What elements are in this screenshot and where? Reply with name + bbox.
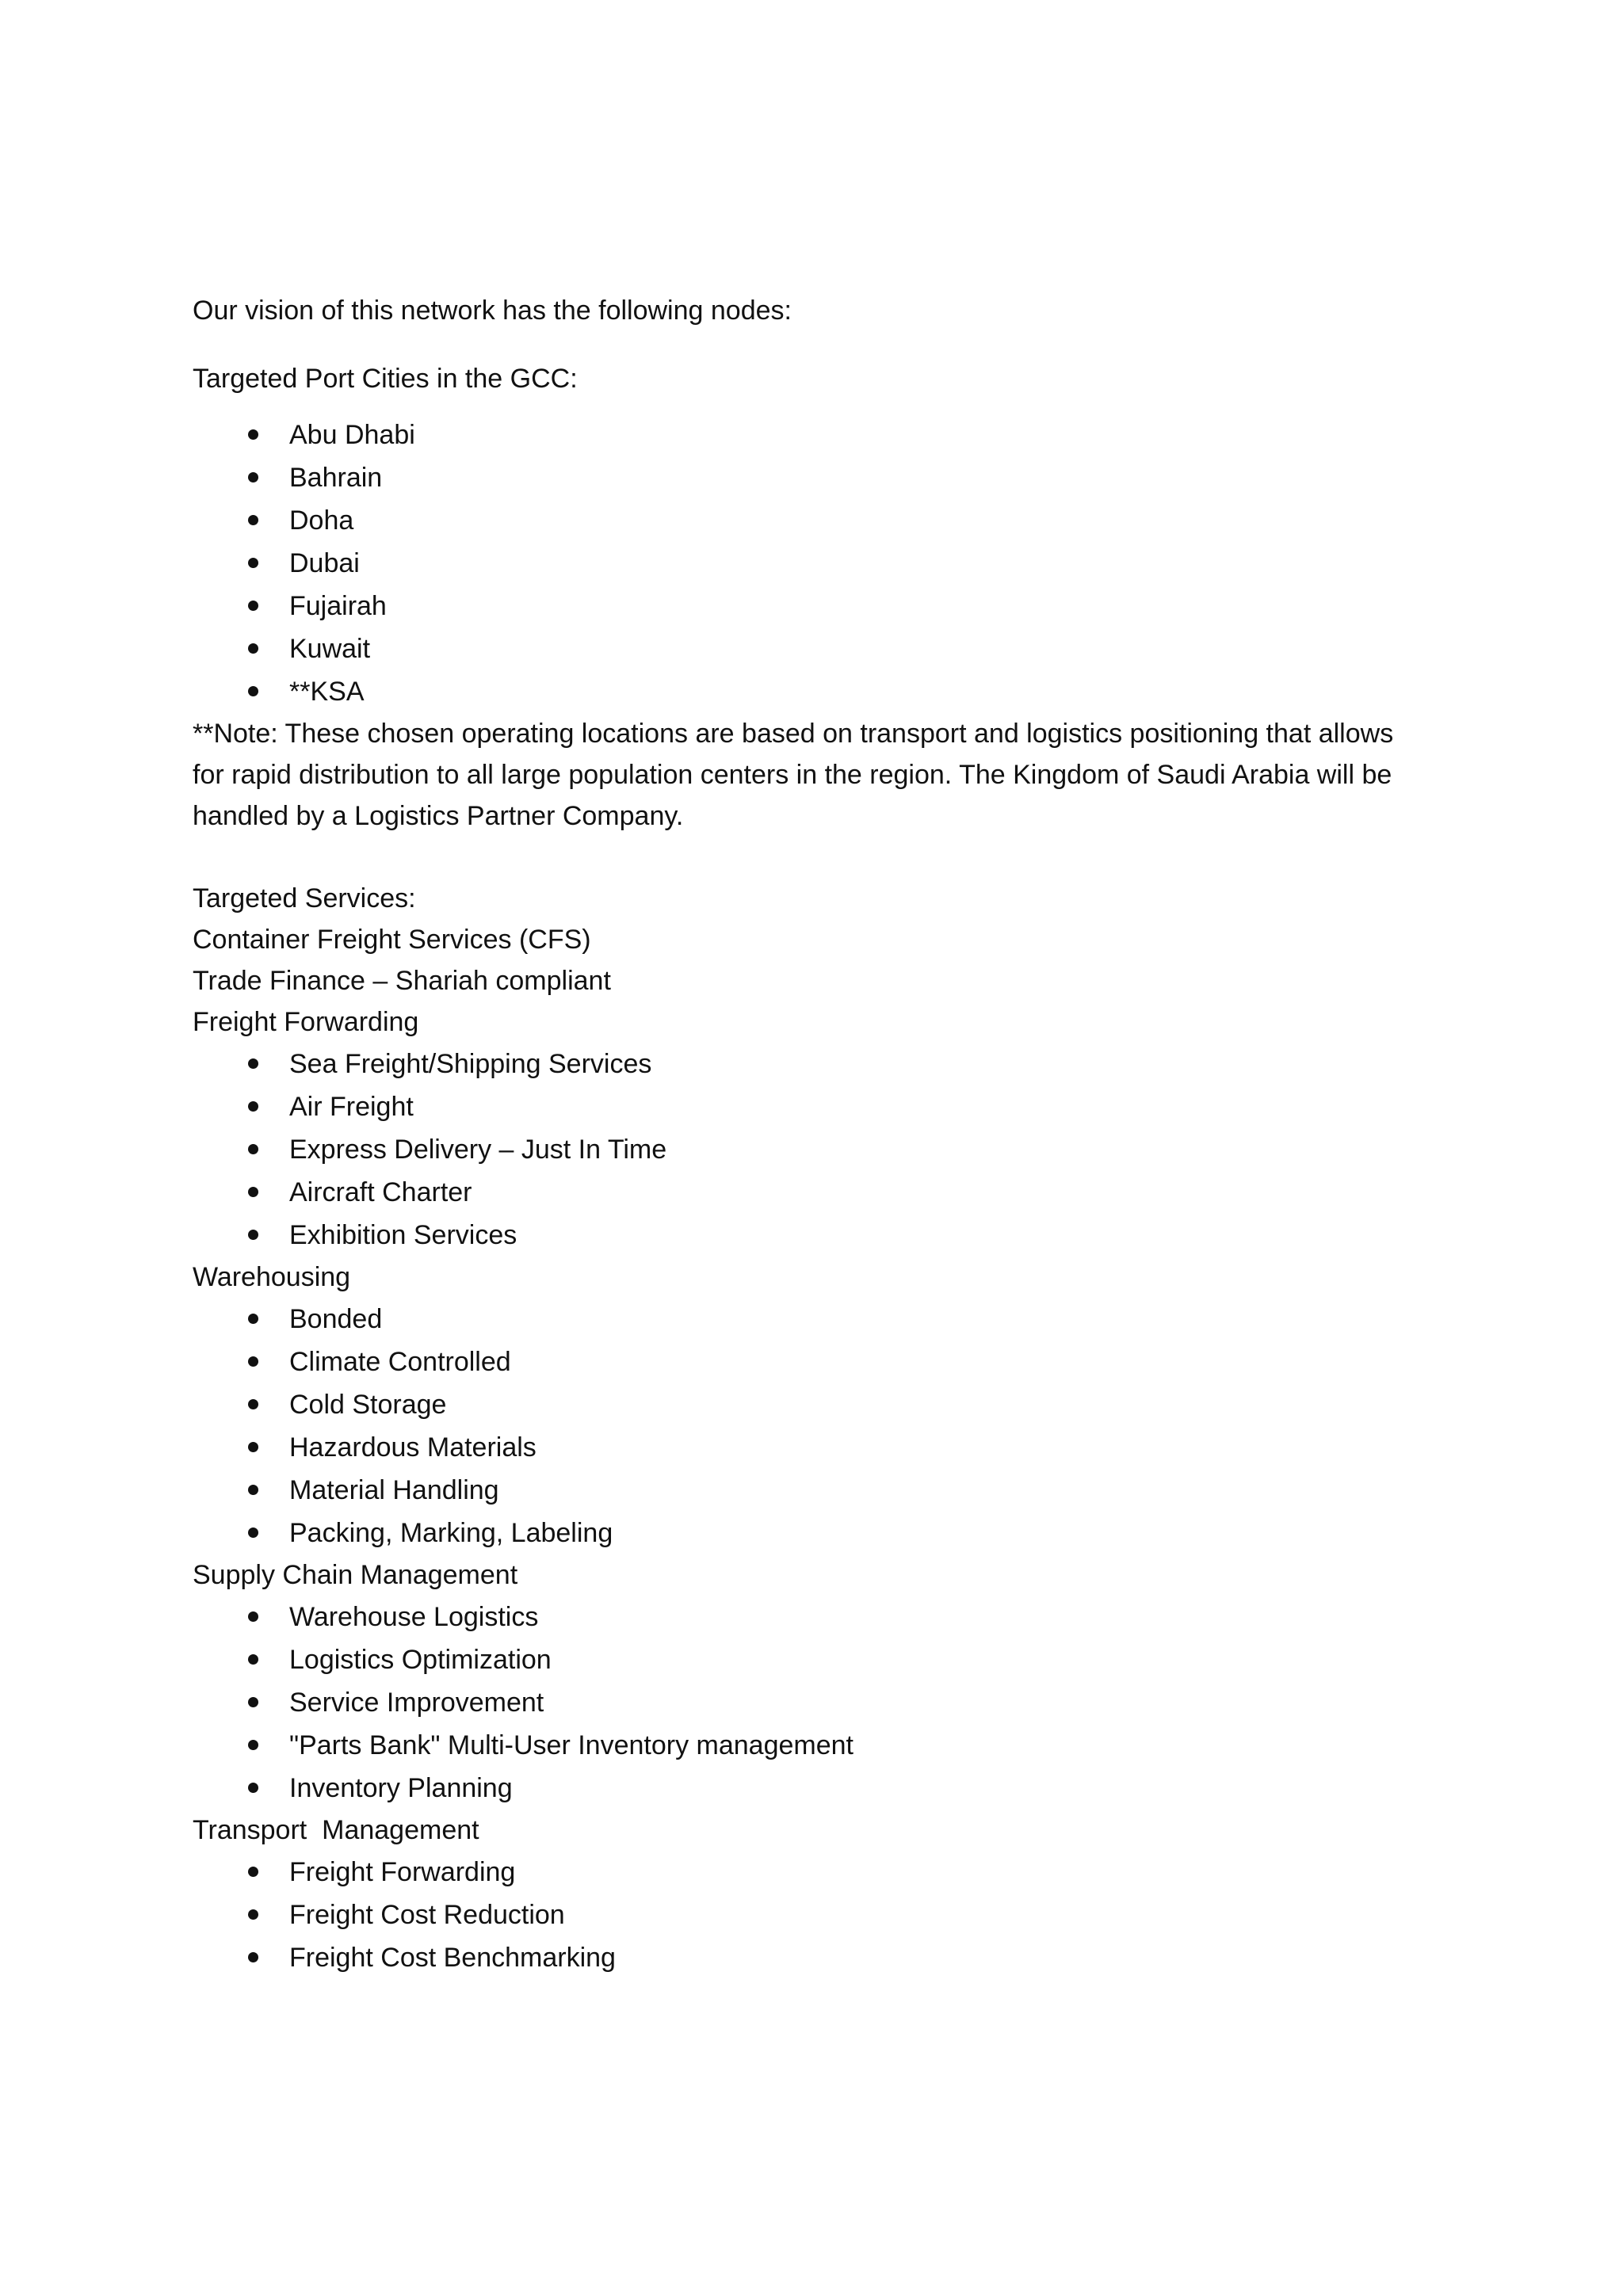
bullet-icon [248, 1952, 258, 1962]
list-item: Bonded [193, 1298, 1429, 1341]
list-item: Kuwait [193, 627, 1429, 670]
list-item: Freight Forwarding [193, 1851, 1429, 1894]
list-item: Warehouse Logistics [193, 1596, 1429, 1638]
bullet-icon [248, 1356, 258, 1367]
bullet-icon [248, 1442, 258, 1452]
bullet-icon [248, 1101, 258, 1112]
supply-chain-list [193, 1596, 1429, 1810]
bullet-icon [248, 1909, 258, 1920]
list-item: Packing, Marking, Labeling [193, 1512, 1429, 1554]
list-item: "Parts Bank" Multi-User Inventory management [193, 1724, 1429, 1767]
cfs-line: Container Freight Services (CFS) [193, 925, 591, 955]
intro-paragraph: Our vision of this network has the following nodes: [193, 296, 792, 326]
bullet-icon [248, 1187, 258, 1197]
list-item: Freight Cost Benchmarking [193, 1936, 1429, 1979]
list-item: Logistics Optimization [193, 1638, 1429, 1681]
bullet-icon [248, 1527, 258, 1538]
bullet-icon [248, 472, 258, 482]
trade-finance-line: Trade Finance – Shariah compliant [193, 966, 611, 996]
bullet-icon [248, 1611, 258, 1622]
list-item: Bahrain [193, 456, 1429, 499]
list-item: Abu Dhabi [193, 414, 1429, 456]
list-item: Freight Cost Reduction [193, 1894, 1429, 1936]
ports-list [193, 414, 1429, 713]
bullet-icon [248, 686, 258, 696]
bullet-icon [248, 601, 258, 611]
bullet-icon [248, 1697, 258, 1707]
bullet-icon [248, 643, 258, 654]
list-item: Climate Controlled [193, 1341, 1429, 1383]
bullet-icon [248, 1867, 258, 1877]
list-item: Cold Storage [193, 1383, 1429, 1426]
freight-forwarding-list [193, 1043, 1429, 1257]
bullet-icon [248, 1654, 258, 1665]
list-item: **KSA [193, 670, 1429, 713]
list-item: Fujairah [193, 585, 1429, 627]
bullet-icon [248, 1740, 258, 1750]
list-item: Sea Freight/Shipping Services [193, 1043, 1429, 1085]
document-body [193, 290, 1429, 1979]
bullet-icon [248, 558, 258, 568]
list-item: Material Handling [193, 1469, 1429, 1512]
bullet-icon [248, 429, 258, 440]
freight-forwarding-heading: Freight Forwarding [193, 1007, 419, 1037]
ports-heading: Targeted Port Cities in the GCC: [193, 364, 578, 394]
transport-heading: Transport Management [193, 1815, 479, 1845]
transport-list [193, 1851, 1429, 1979]
list-item: Express Delivery – Just In Time [193, 1128, 1429, 1171]
services-heading: Targeted Services: [193, 883, 416, 913]
bullet-icon [248, 1144, 258, 1154]
list-item: Hazardous Materials [193, 1426, 1429, 1469]
bullet-icon [248, 1058, 258, 1069]
bullet-icon [248, 1314, 258, 1324]
warehousing-heading: Warehousing [193, 1262, 351, 1292]
note-paragraph: **Note: These chosen operating locations are based on transport and logistics positioning that allows for rapid distribution to all large population centers in the region. The Kingdom of Saudi Arabia will be handled by a Logistics Partner Company. [193, 719, 1394, 831]
warehousing-list [193, 1298, 1429, 1554]
list-item: Air Freight [193, 1085, 1429, 1128]
bullet-icon [248, 1230, 258, 1240]
bullet-icon [248, 515, 258, 525]
bullet-icon [248, 1485, 258, 1495]
bullet-icon [248, 1783, 258, 1793]
list-item: Doha [193, 499, 1429, 542]
list-item: Service Improvement [193, 1681, 1429, 1724]
spacer [193, 837, 1429, 878]
list-item: Aircraft Charter [193, 1171, 1429, 1214]
list-item: Dubai [193, 542, 1429, 585]
list-item: Inventory Planning [193, 1767, 1429, 1810]
list-item: Exhibition Services [193, 1214, 1429, 1257]
supply-chain-heading: Supply Chain Management [193, 1560, 518, 1590]
bullet-icon [248, 1399, 258, 1409]
